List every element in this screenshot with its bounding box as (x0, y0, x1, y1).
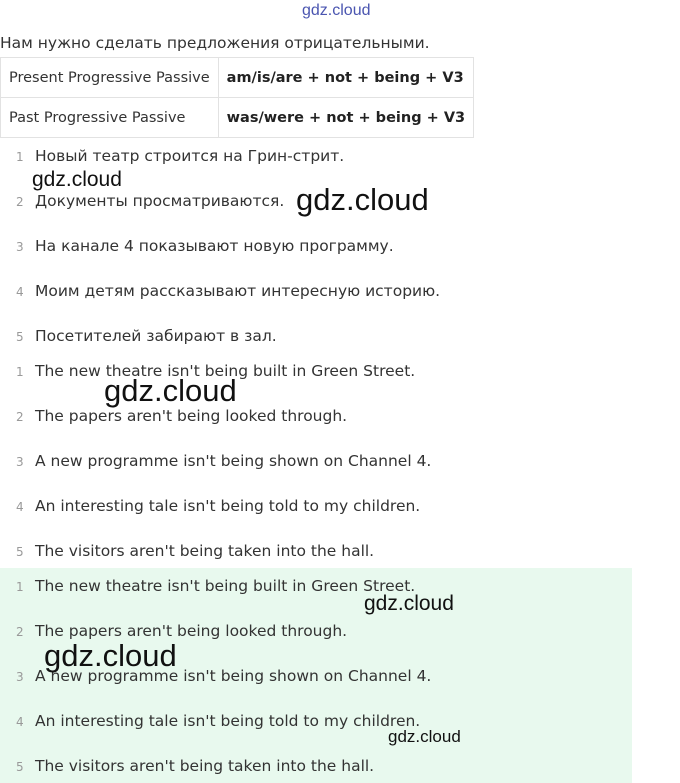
item-text: Посетителей забирают в зал. (35, 327, 277, 345)
item-number: 3 (16, 240, 24, 254)
item-number: 1 (16, 150, 24, 164)
item-text: An interesting tale isn't being told to my children. (35, 497, 421, 515)
item-number: 5 (16, 760, 24, 774)
item-number: 4 (16, 500, 24, 514)
rule-formula-cell: am/is/are + not + being + V3 (218, 58, 473, 98)
table-row (1, 58, 474, 98)
item-text: Новый театр строится на Грин-стрит. (35, 147, 345, 165)
watermark: gdz.cloud (44, 638, 177, 673)
item-number: 5 (16, 330, 24, 344)
watermark-top: gdz.cloud (302, 2, 371, 19)
item-number: 2 (16, 410, 24, 424)
item-text: A new programme isn't being shown on Channel 4. (35, 452, 432, 470)
item-text: The papers aren't being looked through. (35, 622, 348, 640)
item-text: A new programme isn't being shown on Channel 4. (35, 667, 432, 685)
item-text: The papers aren't being looked through. (35, 407, 348, 425)
item-text: An interesting tale isn't being told to my children. (35, 712, 421, 730)
tense-name-cell: Past Progressive Passive (1, 98, 219, 138)
tense-name-cell: Present Progressive Passive (1, 58, 219, 98)
instruction-text: Нам нужно сделать предложения отрицательными. (0, 34, 430, 52)
watermark: gdz.cloud (32, 168, 122, 191)
item-number: 1 (16, 365, 24, 379)
item-text: The visitors aren't being taken into the hall. (35, 542, 375, 560)
table-row (1, 98, 474, 138)
item-number: 3 (16, 670, 24, 684)
item-text: The visitors aren't being taken into the hall. (35, 757, 375, 775)
item-number: 5 (16, 545, 24, 559)
watermark: gdz.cloud (364, 592, 454, 615)
item-number: 2 (16, 625, 24, 639)
item-number: 3 (16, 455, 24, 469)
item-text: Моим детям рассказывают интересную историю. (35, 282, 441, 300)
grammar-rule-table (0, 57, 474, 138)
watermark: gdz.cloud (296, 182, 429, 217)
item-text: На канале 4 показывают новую программу. (35, 237, 394, 255)
item-text: The new theatre isn't being built in Green Street. (35, 362, 416, 380)
watermark: gdz.cloud (104, 373, 237, 408)
watermark: gdz.cloud (388, 727, 461, 746)
item-number: 4 (16, 285, 24, 299)
rule-formula-cell: was/were + not + being + V3 (218, 98, 473, 138)
item-number: 1 (16, 580, 24, 594)
item-number: 2 (16, 195, 24, 209)
item-text: The new theatre isn't being built in Green Street. (35, 577, 416, 595)
item-number: 4 (16, 715, 24, 729)
item-text: Документы просматриваются. (35, 192, 285, 210)
